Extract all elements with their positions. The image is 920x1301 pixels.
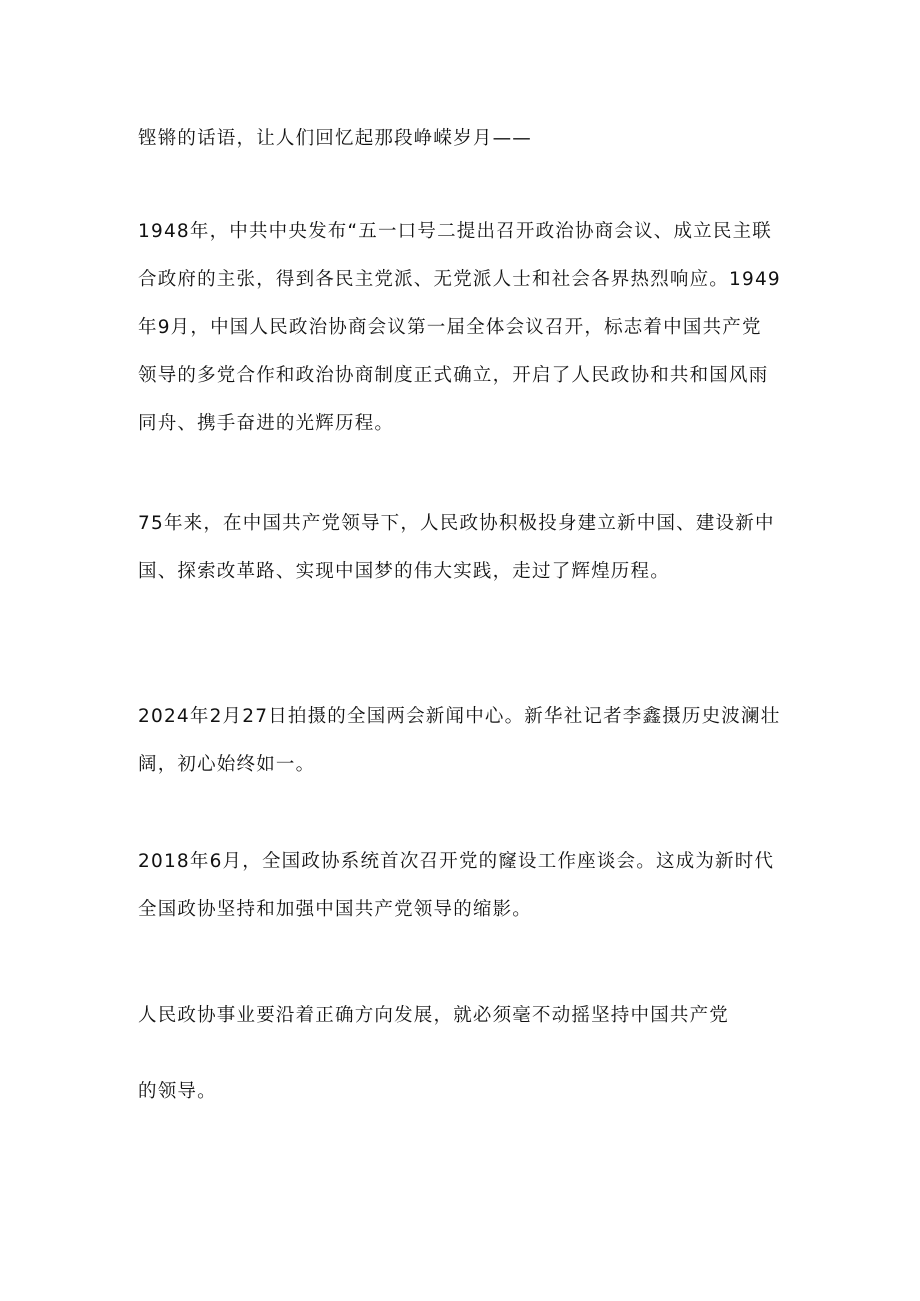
text-line: 75年来，在中国共产党领导下，人民政协积极投身建立新中国、建设新中 (138, 513, 775, 534)
text-line: 的领导。 (138, 1081, 217, 1102)
text-line: 1948年，中共中央发布“五一口号二提出召开政治协商会议、成立民主联 (138, 221, 772, 242)
text-line: 阔，初心始终如一。 (138, 754, 316, 775)
text-line: 同舟、携手奋进的光辉历程。 (138, 413, 395, 434)
text-line: 合政府的主张，得到各民主党派、无党派人士和社会各界热烈响应。1949 (138, 269, 781, 290)
text-line: 领导的多党合作和政治协商制度正式确立，开启了人民政协和共和国风雨 (138, 365, 769, 386)
text-line: 2024年2月27日拍摄的全国两会新闻中心。新华社记者李鑫摄历史波澜壮 (138, 706, 781, 727)
paragraph-75-years (138, 500, 788, 596)
text-line: 2018年6月，全国政协系统首次召开党的窿设工作座谈会。这成为新时代 (138, 851, 775, 872)
paragraph-1948-history (138, 208, 788, 448)
text-line: 国、探索改革路、实现中国梦的伟大实践，走过了辉煌历程。 (138, 561, 670, 582)
paragraph-leadership (138, 1068, 788, 1116)
text-line: 全国政协坚持和加强中国共产党领导的缩影。 (138, 899, 533, 920)
text-line: 铿锵的话语，让人们回忆起那段峥嵘岁月—— (138, 128, 533, 149)
paragraph-direction (138, 992, 788, 1040)
text-line: 人民政协事业要沿着正确方向发展，就必须毫不动摇坚持中国共产党 (138, 1005, 730, 1026)
paragraph-2018-meeting (138, 838, 788, 934)
paragraph-intro (138, 115, 788, 163)
paragraph-photo-caption (138, 693, 788, 789)
text-line: 年9月，中国人民政治协商会议第一届全体会议召开，标志着中国共产党 (138, 317, 762, 338)
